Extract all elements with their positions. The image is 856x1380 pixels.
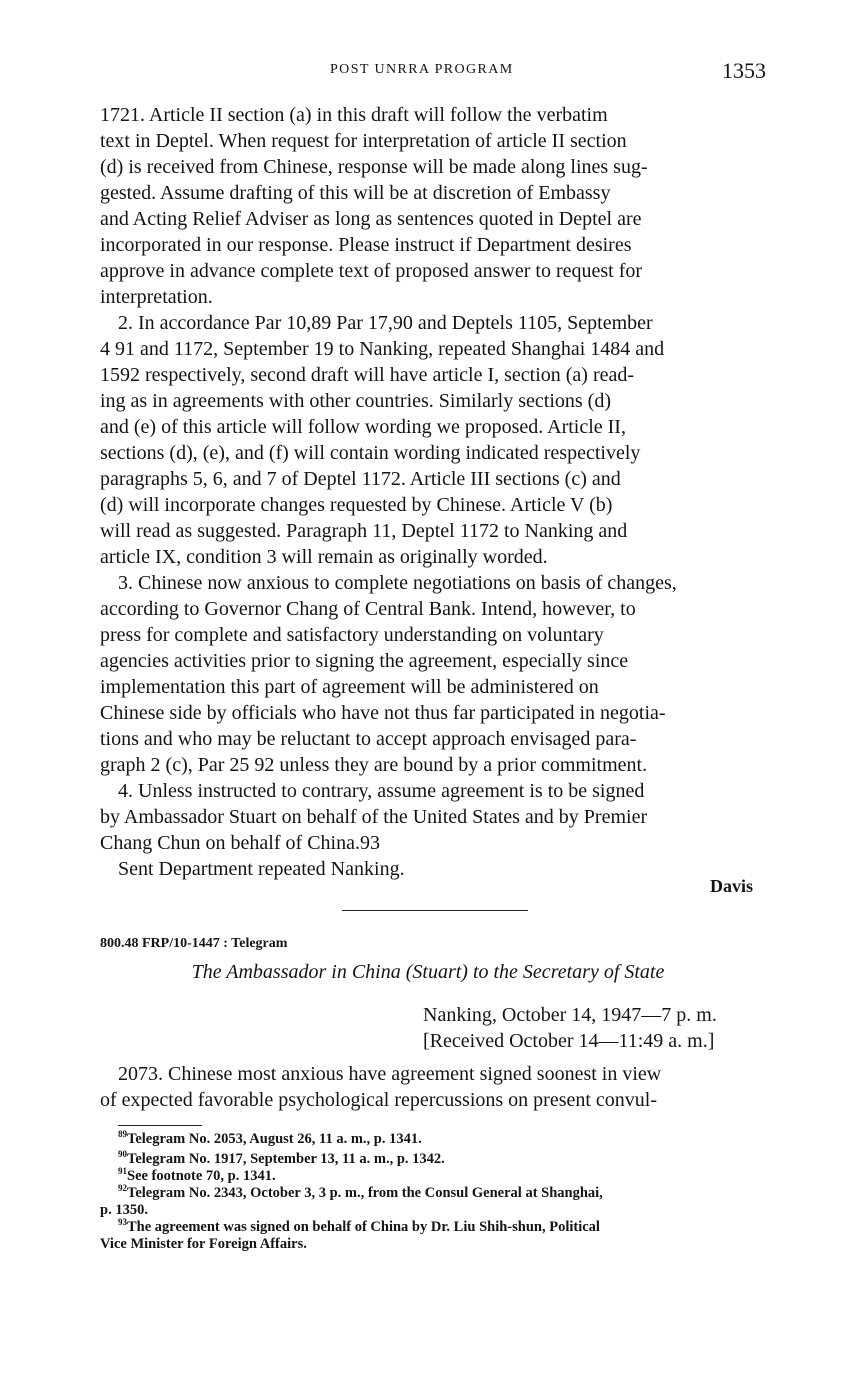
body-line: text in Deptel. When request for interpretation of article II section	[100, 130, 627, 152]
body-line: approve in advance complete text of proposed answer to request for	[100, 260, 643, 282]
footnote-text: Vice Minister for Foreign Affairs.	[100, 1236, 307, 1252]
footnote	[118, 1151, 445, 1168]
footnote	[118, 1219, 600, 1236]
footnote-continuation	[100, 1236, 307, 1253]
body-line: of expected favorable psychological repercussions on present convul-	[100, 1089, 658, 1111]
body-line: 1721. Article II section (a) in this draft will follow the verbatim	[100, 104, 608, 126]
footnote-text: Telegram No. 1917, September 13, 11 a. m., p. 1342.	[127, 1151, 445, 1167]
body-line: implementation this part of agreement will be administered on	[100, 676, 599, 698]
dateline: Nanking, October 14, 1947—7 p. m.	[423, 1004, 717, 1026]
body-line: 2073. Chinese most anxious have agreement signed soonest in view	[118, 1063, 662, 1085]
body-line: according to Governor Chang of Central Bank. Intend, however, to	[100, 598, 636, 620]
footnote	[118, 1185, 603, 1202]
body-line: will read as suggested. Paragraph 11, Deptel 1172 to Nanking and	[100, 520, 628, 542]
document-caption: The Ambassador in China (Stuart) to the Secretary of State	[191, 961, 665, 983]
body-line: and Acting Relief Adviser as long as sentences quoted in Deptel are	[100, 208, 642, 230]
footnote-marker: 93	[118, 1217, 127, 1228]
body-line: graph 2 (c), Par 25 92 unless they are bound by a prior commitment.	[100, 754, 648, 776]
body-line: by Ambassador Stuart on behalf of the United States and by Premier	[100, 806, 648, 828]
page-number: 1353	[722, 58, 766, 83]
footnote-marker: 90	[118, 1149, 127, 1160]
footnote	[118, 1168, 276, 1185]
running-header	[0, 58, 856, 84]
footnote-marker: 92	[118, 1183, 127, 1194]
body-line: (d) will incorporate changes requested by Chinese. Article V (b)	[100, 494, 613, 516]
body-line: interpretation.	[100, 286, 213, 308]
footnote-rule	[118, 1125, 202, 1126]
footnote-text: The agreement was signed on behalf of China by Dr. Liu Shih-shun, Political	[127, 1219, 600, 1235]
section-divider	[342, 910, 528, 911]
footnote-marker: 89	[118, 1129, 127, 1140]
body-line: Chang Chun on behalf of China.93	[100, 832, 380, 854]
document-reference: 800.48 FRP/10-1447 : Telegram	[100, 936, 288, 951]
body-line: incorporated in our response. Please instruct if Department desires	[100, 234, 632, 256]
body-line: (d) is received from Chinese, response will be made along lines sug-	[100, 156, 648, 178]
body-line: Chinese side by officials who have not thus far participated in negotia-	[100, 702, 666, 724]
body-line: tions and who may be reluctant to accept approach envisaged para-	[100, 728, 637, 750]
body-line: article IX, condition 3 will remain as originally worded.	[100, 546, 548, 568]
body-line: 1592 respectively, second draft will have article I, section (a) read-	[100, 364, 635, 386]
footnote	[118, 1131, 422, 1148]
body-line: gested. Assume drafting of this will be at discretion of Embassy	[100, 182, 611, 204]
body-line: press for complete and satisfactory understanding on voluntary	[100, 624, 604, 646]
body-line: ing as in agreements with other countries. Similarly sections (d)	[100, 390, 611, 412]
received-line: [Received October 14—11:49 a. m.]	[423, 1030, 715, 1052]
body-line: 4 91 and 1172, September 19 to Nanking, repeated Shanghai 1484 and	[100, 338, 665, 360]
body-line: 2. In accordance Par 10,89 Par 17,90 and Deptels 1105, September	[118, 312, 653, 334]
body-line: sections (d), (e), and (f) will contain wording indicated respectively	[100, 442, 641, 464]
signature: Davis	[710, 876, 754, 896]
footnote-text: See footnote 70, p. 1341.	[127, 1168, 276, 1184]
body-line: agencies activities prior to signing the agreement, especially since	[100, 650, 629, 672]
footnote-text: Telegram No. 2053, August 26, 11 a. m., p. 1341.	[127, 1131, 422, 1147]
body-line: 3. Chinese now anxious to complete negotiations on basis of changes,	[118, 572, 677, 594]
body-line: and (e) of this article will follow wording we proposed. Article II,	[100, 416, 626, 438]
running-title: POST UNRRA PROGRAM	[330, 62, 514, 77]
footnote-text: p. 1350.	[100, 1202, 148, 1218]
body-line: Sent Department repeated Nanking.	[118, 858, 405, 880]
body-line: 4. Unless instructed to contrary, assume agreement is to be signed	[118, 780, 645, 802]
body-line: paragraphs 5, 6, and 7 of Deptel 1172. Article III sections (c) and	[100, 468, 621, 490]
footnote-marker: 91	[118, 1166, 127, 1177]
footnote-text: Telegram No. 2343, October 3, 3 p. m., from the Consul General at Shanghai,	[127, 1185, 603, 1201]
